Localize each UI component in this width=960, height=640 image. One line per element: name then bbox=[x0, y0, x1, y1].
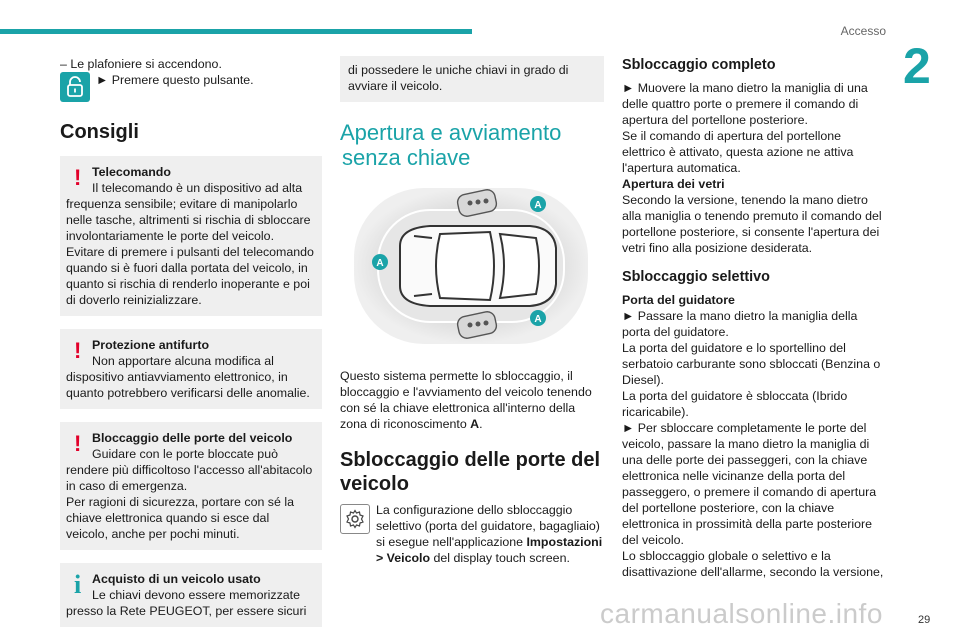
driver-door-title: Porta del guidatore bbox=[622, 293, 735, 307]
note-body: Il telecomando è un dispositivo ad alta frequenza sensibile; evitare di manipolarlo nelle tasche, altrimenti si rischia di sbloccare involontariamente le porte del veicolo. Evitare di premere i pulsanti del telecomando quando si è fuori dalla portata del veicolo, in quanto si rischia di renderlo inoperante e poi di doverlo reinizializzare. bbox=[66, 181, 314, 307]
warning-icon: ! bbox=[74, 165, 82, 190]
zone-label-text: A bbox=[534, 200, 542, 211]
final-text: Lo sbloccaggio globale o selettivo e la disattivazione dell'allarme, secondo la versione, bbox=[622, 549, 884, 579]
selective-unlock-heading: Sbloccaggio selettivo bbox=[622, 269, 770, 285]
info-icon: i bbox=[74, 570, 82, 599]
page-number: 29 bbox=[918, 614, 931, 626]
intro-line: – Le plafoniere si accendono. bbox=[60, 57, 222, 71]
note-body: Le chiavi devono essere memorizzate presso la Rete PEUGEOT, per essere sicuri bbox=[66, 588, 307, 618]
config-end: del display touch screen. bbox=[430, 551, 570, 565]
note-continuation bbox=[340, 56, 604, 102]
note-protezione bbox=[60, 329, 322, 409]
car-top-view bbox=[400, 226, 556, 306]
settings-gear-icon bbox=[340, 504, 370, 534]
zone-label-a-bottom bbox=[530, 310, 546, 326]
chapter-number: 2 bbox=[903, 38, 931, 94]
note-acquisto bbox=[60, 563, 322, 627]
column-3 bbox=[622, 56, 884, 580]
note-body: Guidare con le porte bloccate può rendere più difficoltoso l'accesso all'abitacolo in caso di emergenza. Per ragioni di sicurezza, portare con sé la chiave elettronica quando si esce dal veicolo, anche per pochi minuti. bbox=[66, 447, 313, 541]
note-telecomando bbox=[60, 156, 322, 316]
zone-label-text: A bbox=[534, 314, 542, 325]
complete-unlock-bullet: ► Muovere la mano dietro la maniglia di una delle quattro porte o premere il comando di apertura del portellone posteriore. bbox=[622, 80, 884, 128]
note-title: Acquisto di un veicolo usato bbox=[92, 572, 261, 586]
column-1 bbox=[60, 56, 322, 640]
warning-icon: ! bbox=[74, 338, 82, 363]
config-bold: Impostazioni > Veicolo bbox=[376, 535, 603, 565]
description-bold: A bbox=[470, 417, 480, 431]
note-body: Non apportare alcuna modifica al dispositivo antiavviamento elettronico, in quanto potrebbero verificarsi delle anomalie. bbox=[66, 354, 310, 400]
unlock-section-heading: Sbloccaggio delle porte del veicolo bbox=[340, 449, 601, 495]
press-instruction: ► Premere questo pulsante. bbox=[96, 72, 254, 88]
complete-unlock-text: Se il comando di apertura del portellone elettrico è attivato, questa azione ne attiva l'apertura automatica. bbox=[622, 129, 854, 175]
keyless-heading bbox=[340, 120, 605, 170]
windows-text: Secondo la versione, tenendo la mano dietro alla maniglia o tenendo premuto il comando del portellone posteriore, si consente l'apertura dei vetri fino alla posizione desiderata. bbox=[622, 193, 882, 255]
keyless-description bbox=[340, 368, 605, 432]
windows-title: Apertura dei vetri bbox=[622, 177, 725, 191]
note-title: Bloccaggio delle porte del veicolo bbox=[92, 431, 293, 445]
driver-door-bullet: ► Passare la mano dietro la maniglia della porta del guidatore. bbox=[622, 308, 884, 340]
press-instruction-row bbox=[60, 72, 322, 102]
complete-unlock-heading: Sbloccaggio completo bbox=[622, 57, 776, 73]
section-title: Accesso bbox=[840, 24, 886, 38]
keyless-heading-line1: Apertura e avviamento bbox=[340, 120, 562, 145]
consigli-heading: Consigli bbox=[60, 121, 139, 143]
continued-note-text: di possedere le uniche chiavi in grado di avviare il veicolo. bbox=[348, 63, 569, 93]
description-end: . bbox=[479, 417, 483, 431]
unlock-icon bbox=[60, 72, 90, 102]
note-title: Telecomando bbox=[92, 165, 171, 179]
config-row bbox=[340, 504, 605, 566]
column-2 bbox=[340, 56, 605, 566]
zone-label-a-top bbox=[530, 196, 546, 212]
keyless-zone-illustration bbox=[340, 186, 602, 348]
zone-label-a-left bbox=[372, 254, 388, 270]
all-doors-bullet: ► Per sbloccare completamente le porte del veicolo, passare la mano dietro la maniglia di una delle porte dei passeggeri, con la chiave elettronica nelle vicinanze della porta del passeggero, o premere il comando di apertura del portellone posteriore, con la chiave elettronica in prossimità della parte posteriore del veicolo. bbox=[622, 420, 884, 548]
top-accent-bar bbox=[0, 29, 472, 34]
warning-icon: ! bbox=[74, 431, 82, 456]
driver-door-text-1: La porta del guidatore e lo sportellino del serbatoio carburante sono sbloccati (Benzina o Diesel). bbox=[622, 341, 881, 387]
zone-label-text: A bbox=[376, 258, 384, 269]
config-text: La configurazione dello sbloccaggio selettivo (porta del guidatore, bagagliaio) si esegue nell'applicazione bbox=[376, 503, 600, 549]
keyless-heading-line2: senza chiave bbox=[342, 145, 471, 170]
note-bloccaggio bbox=[60, 422, 322, 550]
driver-door-text-2: La porta del guidatore è sbloccata (Ibrido ricaricabile). bbox=[622, 389, 848, 419]
description-text: Questo sistema permette lo sbloccaggio, il bloccaggio e l'avviamento del veicolo tenendo con sé la chiave elettronica all'interno della zona di riconoscimento bbox=[340, 369, 592, 431]
note-title: Protezione antifurto bbox=[92, 338, 210, 352]
watermark: carmanualsonline.info bbox=[600, 598, 883, 629]
config-text-block bbox=[376, 502, 605, 566]
